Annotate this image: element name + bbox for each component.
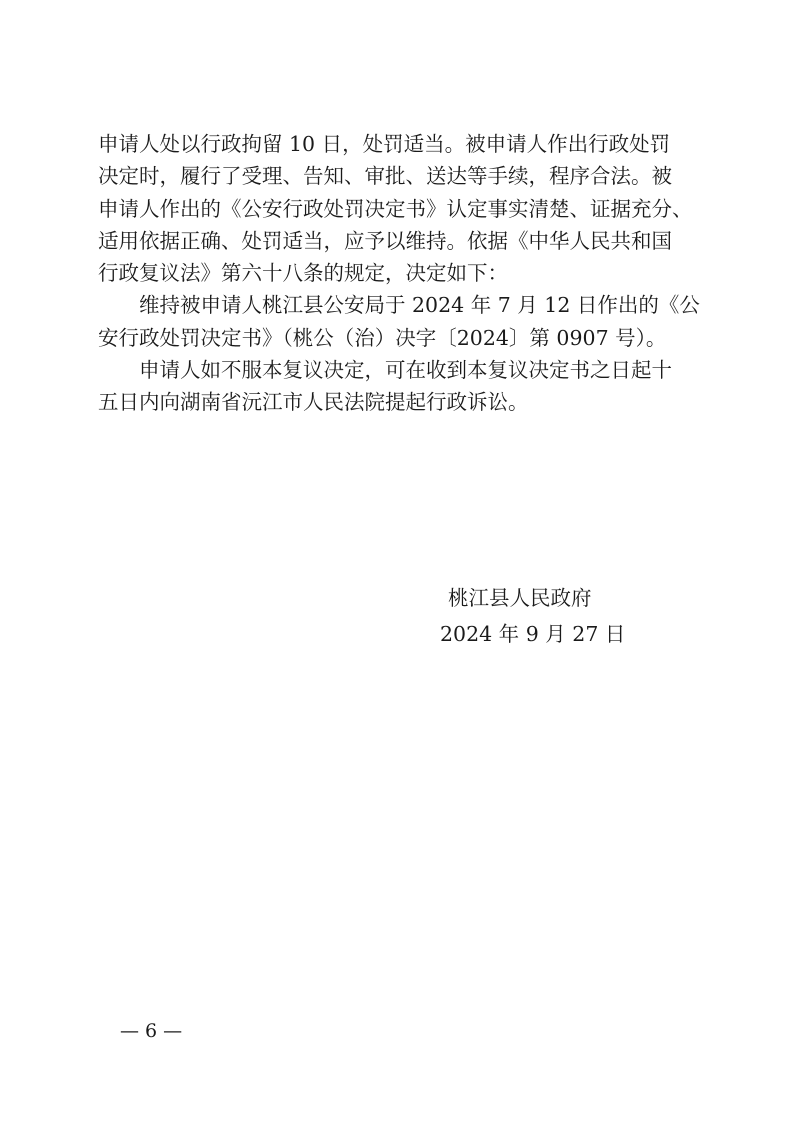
page-number: — 6 —	[120, 1020, 183, 1042]
text-line: 维持被申请人桃江县公安局于 2024 年 7 月 12 日作出的《公	[98, 293, 700, 318]
text-line: 安行政处罚决定书》（桃公（治）决字〔2024〕第 0907 号）。	[98, 325, 667, 350]
issue-date: 2024 年 9 月 27 日	[440, 622, 626, 646]
text-line: 申请人如不服本复议决定，可在收到本复议决定书之日起十	[98, 358, 672, 383]
text-line: 申请人处以行政拘留 10 日，处罚适当。被申请人作出行政处罚	[98, 132, 671, 156]
text-line: 决定时，履行了受理、告知、审批、送达等手续，程序合法。被	[98, 164, 672, 189]
issuing-organization: 桃江县人民政府	[448, 586, 592, 610]
decision-body	[98, 128, 698, 419]
paragraph-reasoning	[98, 128, 698, 289]
paragraph-appeal-notice	[98, 354, 698, 419]
text-line: 适用依据正确、处罚适当，应予以维持。依据《中华人民共和国	[98, 228, 672, 253]
text-line: 五日内向湖南省沅江市人民法院提起行政诉讼。	[98, 390, 529, 415]
signature-block	[440, 580, 660, 652]
text-line: 申请人作出的《公安行政处罚决定书》认定事实清楚、证据充分、	[98, 196, 693, 221]
paragraph-decision	[98, 289, 698, 354]
text-line: 行政复议法》第六十八条的规定，决定如下：	[98, 261, 508, 286]
